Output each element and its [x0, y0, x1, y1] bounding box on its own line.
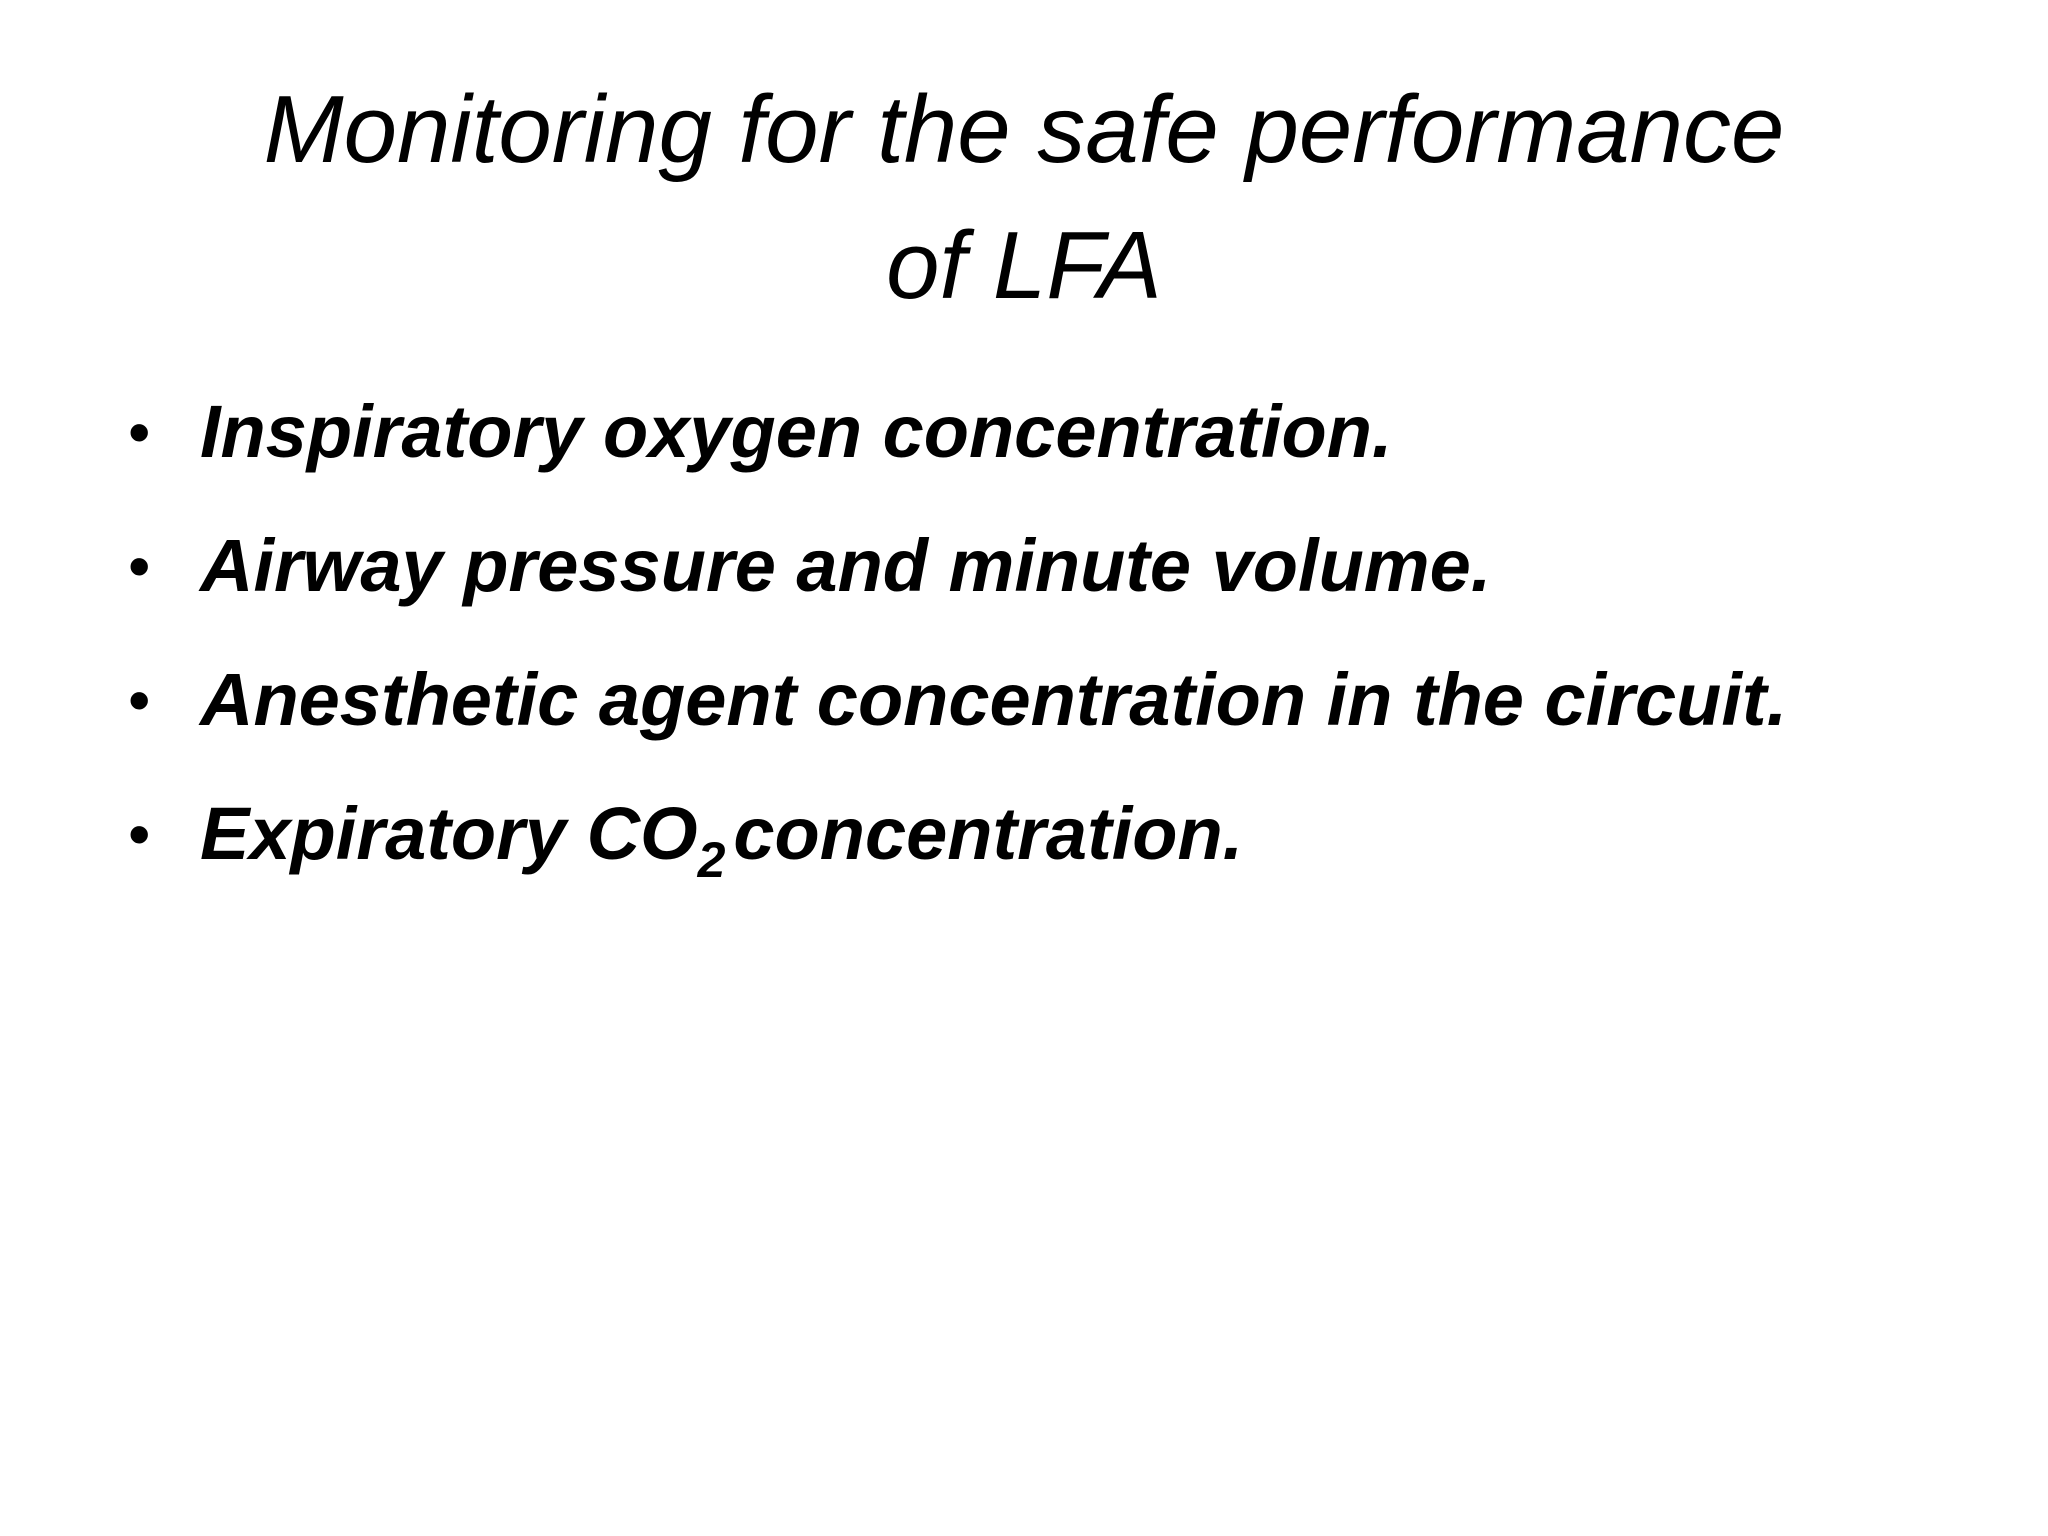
- title-line-2: of LFA: [886, 212, 1162, 319]
- co2-prefix: Expiratory CO: [200, 792, 698, 875]
- bullet-list: [120, 382, 1980, 918]
- title-line-1: Monitoring for the safe performance: [263, 76, 1785, 183]
- bullet-text: Inspiratory oxygen concentration.: [200, 390, 1393, 473]
- bullet-item-expiratory-co2: [120, 784, 1980, 918]
- bullet-text: Anesthetic agent concentration in the circuit.: [200, 658, 1788, 741]
- bullet-item-airway-pressure: [120, 516, 1980, 650]
- bullet-icon: •: [128, 664, 151, 736]
- bullet-text: Airway pressure and minute volume.: [200, 524, 1492, 607]
- co2-subscript: 2: [697, 832, 726, 888]
- bullet-icon: •: [128, 530, 151, 602]
- bullet-item-anesthetic-agent: [120, 650, 1980, 784]
- bullet-icon: •: [128, 396, 151, 468]
- bullet-icon: •: [128, 798, 151, 870]
- bullet-item-inspiratory-oxygen: [120, 382, 1980, 516]
- co2-suffix: concentration.: [733, 792, 1244, 875]
- slide-title: [140, 62, 1908, 334]
- bullet-text: [200, 784, 1244, 888]
